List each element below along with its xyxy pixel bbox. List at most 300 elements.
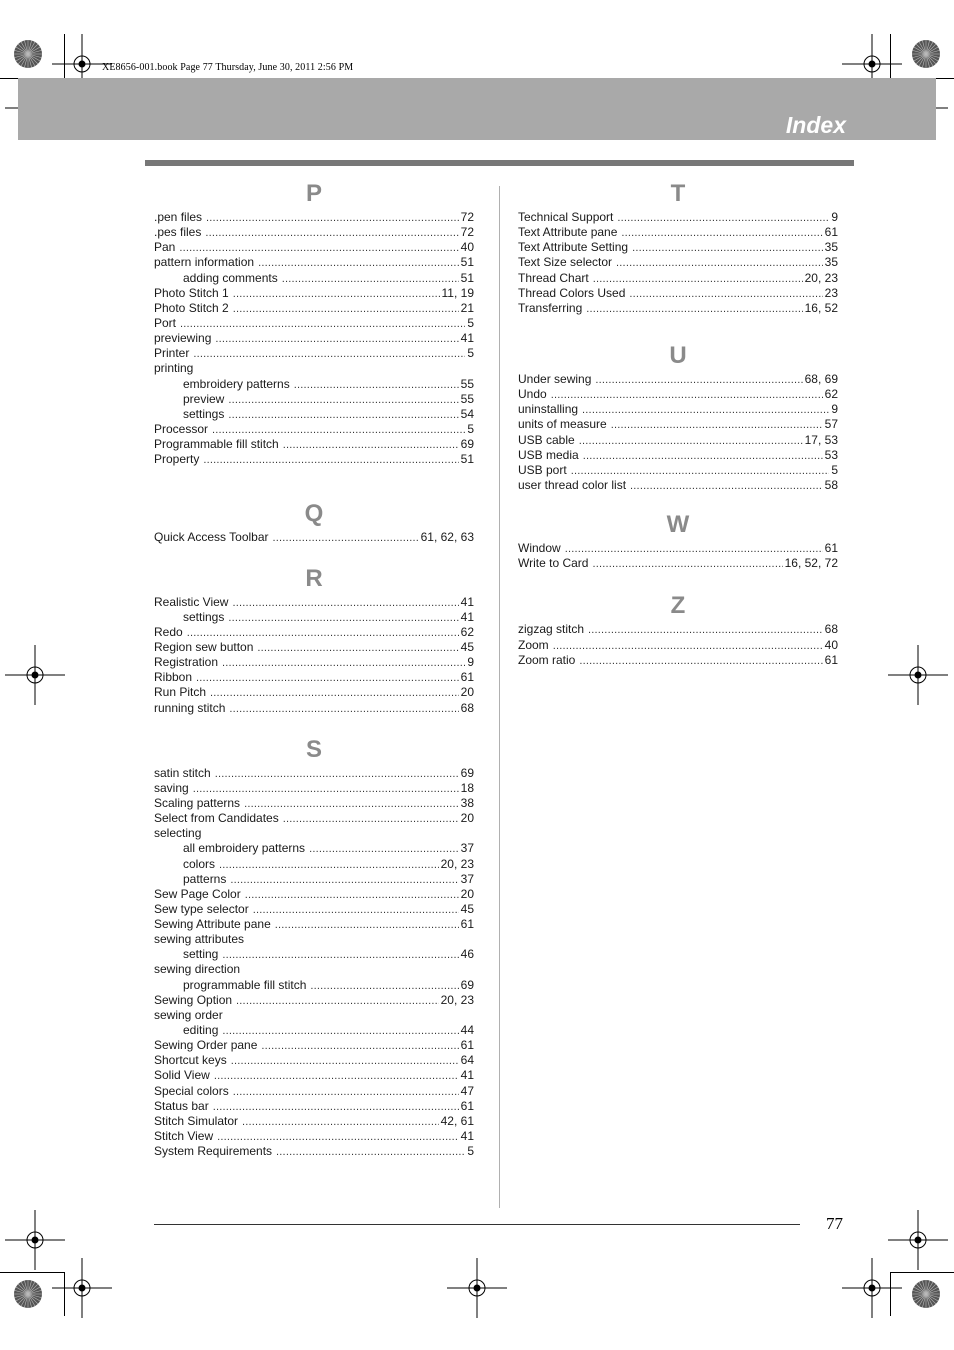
index-subentry <box>154 947 474 962</box>
entry-pages: 9 <box>831 210 838 224</box>
entry-term: sewing attributes <box>154 932 245 947</box>
index-entry <box>154 902 474 917</box>
index-entry <box>518 255 838 270</box>
dot-leader <box>621 226 822 241</box>
dot-leader <box>276 1145 465 1160</box>
crop-mark <box>890 1272 891 1316</box>
entry-pages: 64 <box>460 1053 474 1068</box>
dot-leader <box>222 656 465 671</box>
dot-leader <box>273 531 419 546</box>
index-entry <box>154 781 474 796</box>
entry-pages: 9 <box>831 402 838 417</box>
entry-term: Text Attribute pane <box>518 225 618 240</box>
entry-term: satin stitch <box>154 765 211 780</box>
dot-leader <box>632 241 823 256</box>
index-entry-list <box>154 764 474 1160</box>
dot-leader <box>586 302 802 317</box>
entry-pages: 20 <box>460 685 474 700</box>
entry-pages: 44 <box>460 1023 474 1038</box>
entry-term: Solid View <box>154 1068 210 1083</box>
index-entry <box>518 622 838 637</box>
index-entry <box>154 962 474 977</box>
index-entry-list <box>518 539 838 571</box>
index-subentry <box>154 392 474 407</box>
section-letter: W <box>666 511 690 539</box>
entry-term: Scaling patterns <box>154 795 241 810</box>
index-entry-list <box>518 620 838 667</box>
index-section-r <box>154 546 474 716</box>
entry-pages: 47 <box>460 1083 474 1098</box>
entry-term: preview <box>183 391 225 406</box>
entry-pages: 72 <box>460 210 474 224</box>
index-entry <box>518 372 838 387</box>
registration-target <box>5 645 65 705</box>
index-section-u <box>518 316 838 493</box>
dot-leader <box>187 626 459 641</box>
section-letter: Q <box>304 500 324 528</box>
entry-pages: 5 <box>467 1144 474 1159</box>
color-bar-starburst <box>13 1279 43 1309</box>
entry-term: all embroidery patterns <box>183 841 306 856</box>
index-entry <box>518 417 838 432</box>
index-entry <box>154 1038 474 1053</box>
dot-leader <box>253 903 459 918</box>
index-section-p <box>154 176 474 467</box>
entry-term: Window <box>518 541 561 556</box>
entry-term: Under sewing <box>518 371 592 386</box>
index-subentry <box>154 1023 474 1038</box>
crop-mark <box>936 1272 954 1273</box>
dot-leader <box>257 641 458 656</box>
entry-term: Realistic View <box>154 594 229 609</box>
entry-term: Property <box>154 452 200 467</box>
entry-pages: 20, 23 <box>440 856 474 871</box>
dot-leader <box>212 423 465 438</box>
entry-term: Printer <box>154 346 190 361</box>
dot-leader <box>593 272 803 287</box>
entry-term: Zoom <box>518 637 549 652</box>
entry-term: Photo Stitch 2 <box>154 300 229 315</box>
entry-term: Ribbon <box>154 670 193 685</box>
entry-pages: 58 <box>824 477 838 492</box>
entry-pages: 55 <box>460 391 474 406</box>
index-entry-list <box>518 370 838 493</box>
section-letter: S <box>305 735 322 763</box>
entry-term: setting <box>183 947 219 962</box>
index-entry <box>154 655 474 670</box>
dot-leader <box>228 611 458 626</box>
dot-leader <box>242 1115 439 1130</box>
dot-leader <box>579 654 822 669</box>
dot-leader <box>283 438 459 453</box>
index-entry <box>154 811 474 826</box>
entry-pages: 40 <box>460 240 474 255</box>
dot-leader <box>219 858 439 873</box>
index-entry <box>154 1114 474 1129</box>
dot-leader <box>228 408 458 423</box>
index-entry <box>518 541 838 556</box>
dot-leader <box>629 287 822 302</box>
entry-pages: 37 <box>460 841 474 856</box>
entry-pages: 23 <box>824 285 838 300</box>
entry-pages: 72 <box>460 225 474 240</box>
crop-mark <box>890 34 891 78</box>
index-entry <box>154 240 474 255</box>
index-entry <box>518 402 838 417</box>
entry-term: patterns <box>183 871 227 886</box>
index-subentry <box>154 872 474 887</box>
dot-leader <box>222 948 458 963</box>
dot-leader <box>233 1085 459 1100</box>
entry-pages: 21 <box>460 300 474 315</box>
top-rule <box>145 160 854 166</box>
entry-term: units of measure <box>518 417 607 432</box>
dot-leader <box>310 979 458 994</box>
index-entry <box>154 301 474 316</box>
dot-leader <box>565 542 823 557</box>
entry-pages: 45 <box>460 639 474 654</box>
registration-target <box>52 1258 112 1318</box>
entry-term: editing <box>183 1023 219 1038</box>
entry-term: Select from Candidates <box>154 811 279 826</box>
entry-term: Sewing Attribute pane <box>154 917 271 932</box>
dot-leader <box>551 388 823 403</box>
section-letter: T <box>670 180 686 207</box>
entry-term: Shortcut keys <box>154 1053 227 1068</box>
index-entry <box>518 653 838 668</box>
entry-pages: 41 <box>460 331 474 346</box>
entry-term: selecting <box>154 826 202 841</box>
entry-pages: 5 <box>467 346 474 361</box>
index-entry <box>518 271 838 286</box>
dot-leader <box>258 256 459 271</box>
index-entry <box>154 670 474 685</box>
entry-term: adding comments <box>183 270 278 285</box>
dot-leader <box>210 686 459 701</box>
index-entry <box>154 1129 474 1144</box>
index-entry <box>154 346 474 361</box>
entry-pages: 38 <box>460 795 474 810</box>
index-entry <box>154 1099 474 1114</box>
entry-term: System Requirements <box>154 1144 273 1159</box>
crop-mark <box>0 78 18 79</box>
index-entry <box>154 1068 474 1083</box>
section-letter: Z <box>670 592 686 620</box>
entry-pages: 20, 23 <box>804 270 838 285</box>
index-section-t <box>518 176 838 316</box>
dot-leader <box>233 302 459 317</box>
section-letter: P <box>305 180 322 207</box>
entry-term: Run Pitch <box>154 685 207 700</box>
entry-pages: 69 <box>460 977 474 992</box>
entry-term: USB cable <box>518 432 575 447</box>
dot-leader <box>206 211 459 226</box>
dot-leader <box>203 453 458 468</box>
index-entry <box>154 1144 474 1159</box>
dot-leader <box>215 767 459 782</box>
dot-leader <box>179 241 458 256</box>
entry-pages: 18 <box>460 780 474 795</box>
dot-leader <box>261 1039 458 1054</box>
index-entry <box>154 640 474 655</box>
dot-leader <box>196 671 459 686</box>
entry-term: Stitch View <box>154 1129 214 1144</box>
crop-mark <box>64 1272 65 1316</box>
index-section-q <box>154 467 474 545</box>
dot-leader <box>213 1100 459 1115</box>
registration-target <box>842 1258 902 1318</box>
entry-term: .pen files <box>154 210 203 224</box>
entry-pages: 35 <box>824 255 838 270</box>
index-entry <box>518 387 838 402</box>
entry-pages: 41 <box>460 609 474 624</box>
entry-pages: 35 <box>824 240 838 255</box>
color-bar-starburst <box>911 39 941 69</box>
registration-target <box>447 1258 507 1318</box>
dot-leader <box>582 403 829 418</box>
entry-term: Stitch Simulator <box>154 1113 239 1128</box>
index-entry <box>518 478 838 493</box>
entry-pages: 61 <box>824 652 838 667</box>
entry-pages: 41 <box>460 594 474 609</box>
dot-leader <box>275 918 459 933</box>
entry-pages: 17, 53 <box>804 432 838 447</box>
dot-leader <box>222 1024 458 1039</box>
dot-leader <box>214 1069 459 1084</box>
index-entry <box>154 826 474 841</box>
crop-mark <box>936 78 954 79</box>
entry-pages: 55 <box>460 376 474 391</box>
page-title: Index <box>785 112 846 138</box>
dot-leader <box>630 479 823 494</box>
index-entry <box>154 701 474 716</box>
index-entry <box>154 685 474 700</box>
index-entry <box>518 556 838 571</box>
index-subentry <box>154 857 474 872</box>
entry-term: Text Size selector <box>518 255 613 270</box>
entry-pages: 61 <box>460 1098 474 1113</box>
index-entry <box>518 225 838 240</box>
index-entry <box>154 255 474 270</box>
entry-term: Technical Support <box>518 210 614 224</box>
index-entry <box>154 286 474 301</box>
index-entry <box>518 433 838 448</box>
index-section-z <box>518 571 838 667</box>
dot-leader <box>282 272 459 287</box>
entry-term: Sew type selector <box>154 901 249 916</box>
index-entry <box>154 1084 474 1099</box>
index-entry <box>518 210 838 225</box>
dot-leader <box>215 332 458 347</box>
entry-pages: 45 <box>460 901 474 916</box>
index-column-left <box>154 176 474 1159</box>
crop-mark <box>18 1272 64 1273</box>
entry-pages: 5 <box>831 462 838 477</box>
entry-term: Port <box>154 315 177 330</box>
entry-pages: 20 <box>460 811 474 826</box>
index-subentry <box>154 841 474 856</box>
entry-term: sewing order <box>154 1007 223 1022</box>
entry-pages: 9 <box>467 655 474 670</box>
index-entry <box>154 595 474 610</box>
entry-term: Sewing Option <box>154 992 233 1007</box>
entry-term: saving <box>154 780 189 795</box>
entry-term: Thread Colors Used <box>518 285 626 300</box>
entry-pages: 51 <box>460 270 474 285</box>
dot-leader <box>217 1130 459 1145</box>
entry-term: Region sew button <box>154 639 254 654</box>
entry-pages: 11, 19 <box>441 285 474 300</box>
index-entry <box>154 331 474 346</box>
index-entry-list <box>154 528 474 545</box>
index-entry <box>518 240 838 255</box>
index-entry <box>154 316 474 331</box>
entry-term: Thread Chart <box>518 270 589 285</box>
index-entry <box>154 766 474 781</box>
entry-term: Undo <box>518 387 547 402</box>
entry-pages: 69 <box>460 437 474 452</box>
entry-pages: 42, 61 <box>440 1113 474 1128</box>
entry-pages: 61 <box>824 541 838 556</box>
entry-term: settings <box>183 609 225 624</box>
entry-term: printing <box>154 361 194 376</box>
dot-leader <box>228 393 458 408</box>
index-subentry <box>154 271 474 286</box>
index-section-s <box>154 716 474 1160</box>
entry-term: colors <box>183 856 216 871</box>
entry-pages: 61 <box>460 1038 474 1053</box>
entry-term: embroidery patterns <box>183 376 290 391</box>
index-entry <box>154 625 474 640</box>
entry-term: USB media <box>518 447 579 462</box>
index-entry <box>154 917 474 932</box>
index-subentry <box>154 407 474 422</box>
index-entry <box>518 301 838 316</box>
index-entry <box>154 1008 474 1023</box>
dot-leader <box>205 226 458 241</box>
index-entry <box>154 437 474 452</box>
dot-leader <box>579 434 803 449</box>
dot-leader <box>229 702 458 717</box>
index-entry-list <box>518 208 838 316</box>
entry-pages: 41 <box>460 1068 474 1083</box>
dot-leader <box>236 994 439 1009</box>
entry-term: Programmable fill stitch <box>154 437 279 452</box>
index-entry <box>154 225 474 240</box>
dot-leader <box>230 873 458 888</box>
dot-leader <box>309 842 459 857</box>
entry-term: settings <box>183 406 225 421</box>
entry-pages: 51 <box>460 255 474 270</box>
dot-leader <box>553 639 823 654</box>
dot-leader <box>245 888 459 903</box>
index-column-right <box>518 176 838 668</box>
dot-leader <box>294 378 459 393</box>
index-entry <box>154 452 474 467</box>
entry-term: Write to Card <box>518 556 589 571</box>
entry-pages: 61 <box>824 225 838 240</box>
entry-pages: 5 <box>467 421 474 436</box>
index-entry <box>154 210 474 225</box>
index-entry <box>154 361 474 376</box>
entry-pages: 46 <box>460 947 474 962</box>
entry-term: Special colors <box>154 1083 229 1098</box>
entry-pages: 57 <box>824 417 838 432</box>
entry-pages: 20, 23 <box>440 992 474 1007</box>
entry-term: running stitch <box>154 700 226 715</box>
entry-pages: 53 <box>824 447 838 462</box>
index-section-w <box>518 493 838 571</box>
index-entry <box>154 422 474 437</box>
entry-term: uninstalling <box>518 402 579 417</box>
section-letter: R <box>305 564 323 592</box>
entry-pages: 68, 69 <box>804 371 838 386</box>
entry-pages: 51 <box>460 452 474 467</box>
entry-pages: 68 <box>460 700 474 715</box>
index-entry <box>518 286 838 301</box>
index-subentry <box>154 377 474 392</box>
entry-pages: 20 <box>460 886 474 901</box>
entry-pages: 61, 62, 63 <box>420 530 474 545</box>
entry-pages: 16, 52, 72 <box>784 556 838 571</box>
entry-pages: 16, 52 <box>804 300 838 315</box>
entry-term: zigzag stitch <box>518 622 585 637</box>
dot-leader <box>193 347 465 362</box>
entry-pages: 37 <box>460 871 474 886</box>
index-entry <box>518 448 838 463</box>
dot-leader <box>231 1054 459 1069</box>
dot-leader <box>193 782 459 797</box>
entry-term: .pes files <box>154 225 202 240</box>
index-entry <box>154 796 474 811</box>
dot-leader <box>232 596 458 611</box>
entry-pages: 68 <box>824 622 838 637</box>
entry-term: Photo Stitch 1 <box>154 285 229 300</box>
index-subentry <box>154 978 474 993</box>
dot-leader <box>616 256 823 271</box>
entry-term: programmable fill stitch <box>183 977 307 992</box>
entry-term: Quick Access Toolbar <box>154 530 269 545</box>
dot-leader <box>283 812 459 827</box>
crop-mark <box>0 1272 18 1273</box>
dot-leader <box>571 464 830 479</box>
bottom-rule <box>154 1224 800 1225</box>
dot-leader <box>588 623 823 638</box>
index-entry <box>154 932 474 947</box>
dot-leader <box>617 211 829 226</box>
entry-term: Transferring <box>518 300 583 315</box>
entry-term: pattern information <box>154 255 255 270</box>
entry-term: Processor <box>154 421 209 436</box>
entry-pages: 40 <box>824 637 838 652</box>
entry-term: Registration <box>154 655 219 670</box>
entry-term: Redo <box>154 624 183 639</box>
crop-mark <box>890 1272 936 1273</box>
registration-target <box>888 645 948 705</box>
column-divider <box>499 186 500 1208</box>
entry-term: Text Attribute Setting <box>518 240 629 255</box>
page-number: 77 <box>826 1214 843 1233</box>
entry-pages: 41 <box>460 1129 474 1144</box>
index-entry <box>518 638 838 653</box>
entry-term: Sewing Order pane <box>154 1038 258 1053</box>
entry-pages: 69 <box>460 765 474 780</box>
dot-leader <box>592 557 782 572</box>
index-entry-list <box>154 593 474 716</box>
entry-pages: 61 <box>460 917 474 932</box>
entry-pages: 61 <box>460 670 474 685</box>
crop-mark <box>64 34 65 78</box>
